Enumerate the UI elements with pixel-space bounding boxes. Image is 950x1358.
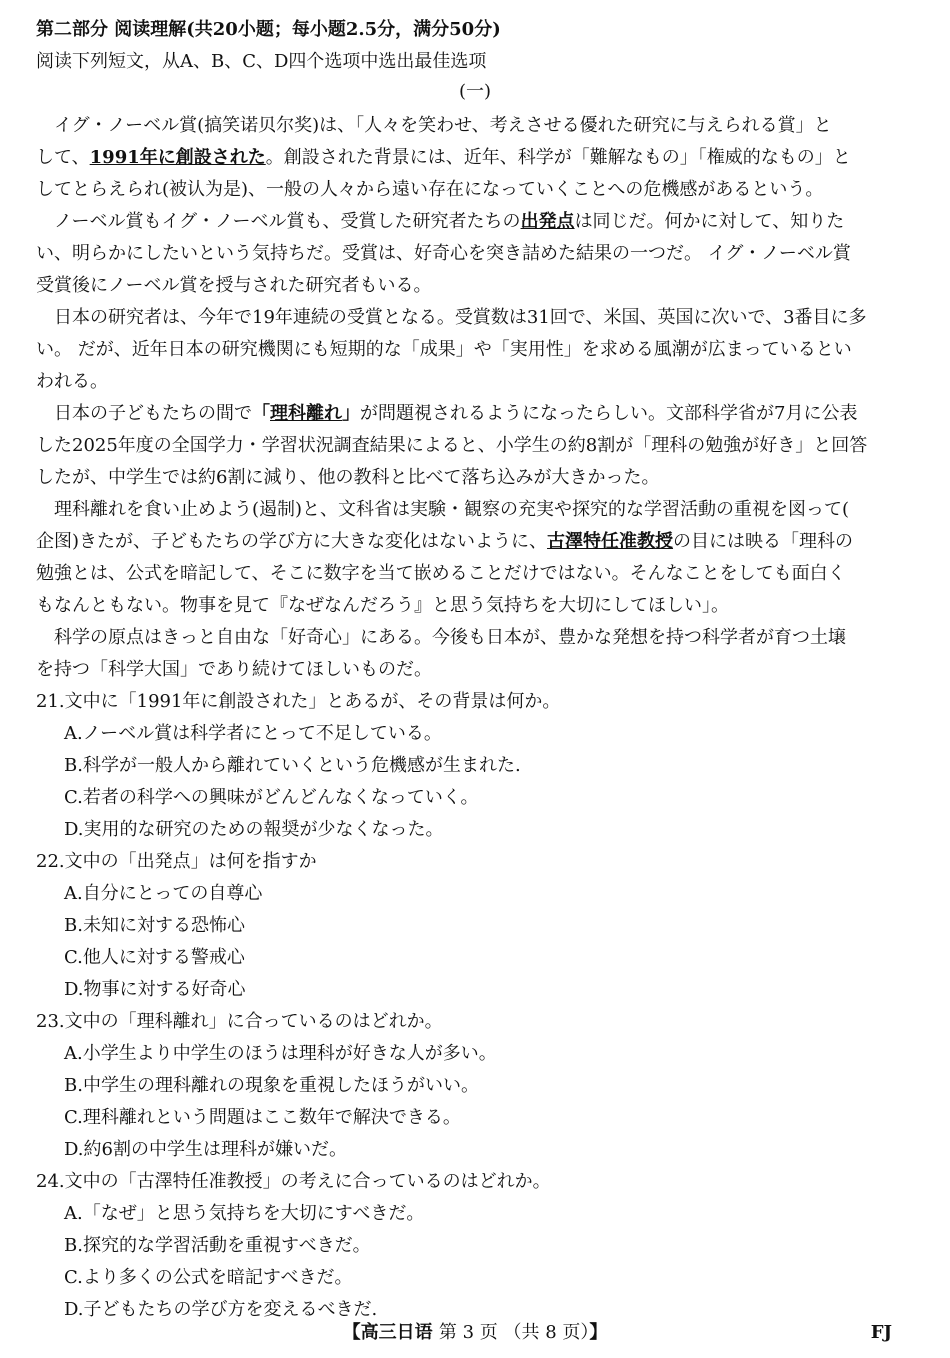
p4-line3: したが、中学生では約6割に減り、他の教科と比べて落ち込みが大きかった。 [36, 467, 660, 488]
p1-line3: してとらえられ(被认为是)、一般の人々から遠い存在になっていくことへの危機感があるという。 [36, 179, 824, 200]
question-23-option-d: D.約6割の中学生は理科が嫌いだ。 [64, 1139, 347, 1160]
p5-line2: 企图)きたが、子どもたちの学び方に大きな変化はないように、古澤特任准教授の目には映る「理科の [36, 531, 854, 552]
question-23-option-c: C.理科離れという問題はここ数年で解決できる。 [64, 1107, 461, 1128]
p3-line3: われる。 [36, 371, 108, 392]
p4-line2: した2025年度の全国学力・学習状況調査結果によると、小学生の約8割が「理科の勉強が好き」と回答 [36, 435, 868, 456]
question-22-option-b: B.未知に対する恐怖心 [64, 915, 245, 936]
p2-line1: ノーベル賞もイグ・ノーベル賞も、受賞した研究者たちの出発点は同じだ。何かに対して、知りた [54, 211, 845, 232]
question-21: 21.文中に「1991年に創設された」とあるが、その背景は何か。 [36, 691, 561, 712]
question-22-option-d: D.物事に対する好奇心 [64, 979, 246, 1000]
question-22-option-a: A.自分にとっての自尊心 [64, 883, 263, 904]
p6-line2: を持つ「科学大国」であり続けてほしいものだ。 [36, 659, 432, 680]
question-24-option-a: A.「なぜ」と思う気持ちを大切にすべきだ。 [64, 1203, 425, 1224]
p3-line2: い。 だが、近年日本の研究機関にも短期的な「成果」や「実用性」を求める風潮が広まっているとい [36, 339, 852, 360]
p5-line1: 理科離れを食い止めよう(遏制)と、文科省は実験・観察の充実や探究的な学習活動の重視を図って( [54, 499, 850, 520]
question-21-option-a: A.ノーベル賞は科学者にとって不足している。 [64, 723, 442, 744]
question-23-option-a: A.小学生より中学生のほうは理科が好きな人が多い。 [64, 1043, 497, 1064]
section-title: 第二部分 阅读理解(共20小题；每小题2.5分，满分50分) [36, 19, 501, 40]
footer-code: FJ [870, 1322, 892, 1343]
question-22: 22.文中の「出発点」は何を指すか [36, 851, 317, 872]
instruction: 阅读下列短文，从A、B、C、D四个选项中选出最佳选项 [36, 51, 487, 72]
footer-page-info: 【高三日语 第 3 页 （共 8 页）】 [342, 1322, 608, 1343]
page-footer [0, 1318, 950, 1348]
question-24-option-b: B.探究的な学習活動を重視すべきだ。 [64, 1235, 371, 1256]
p5-line3: 勉強とは、公式を暗記して、そこに数字を当て嵌めることだけではない。そんなことをしても面白く [36, 563, 846, 584]
p1-line1: イグ・ノーベル賞(搞笑诺贝尔奖)は、「人々を笑わせ、考えさせる優れた研究に与えられる賞」と [54, 115, 832, 136]
question-21-option-c: C.若者の科学への興味がどんどんなくなっていく。 [64, 787, 479, 808]
underline-rika-banare: 理科離れ [270, 403, 342, 424]
underline-starting-point: 出発点 [520, 211, 575, 232]
p2-line2: い、明らかにしたいという気持ちだ。受賞は、好奇心を突き詰めた結果の一つだ。 イグ・ノーベル賞 [36, 243, 851, 264]
p5-line4: もなんともない。物事を見て『なぜなんだろう』と思う気持ちを大切にしてほしい」。 [36, 595, 729, 616]
question-23: 23.文中の「理科離れ」に合っているのはどれか。 [36, 1011, 443, 1032]
question-23-option-b: B.中学生の理科離れの現象を重視したほうがいい。 [64, 1075, 479, 1096]
passage-number: (一) [458, 81, 492, 102]
question-24-option-c: C.より多くの公式を暗記すべきだ。 [64, 1267, 353, 1288]
question-24: 24.文中の「古澤特任准教授」の考えに合っているのはどれか。 [36, 1171, 551, 1192]
question-21-option-d: D.実用的な研究のための報奨が少なくなった。 [64, 819, 444, 840]
question-21-option-b: B.科学が一般人から離れていくという危機感が生まれた. [64, 755, 521, 776]
underline-1991: 1991年に創設された [89, 147, 266, 168]
question-24-option-d: D.子どもたちの学び方を変えるべきだ. [64, 1299, 378, 1320]
p2-line3: 受賞後にノーベル賞を授与された研究者もいる。 [36, 275, 432, 296]
p4-line1: 日本の子どもたちの間で「理科離れ」が問題視されるようになったらしい。文部科学省が7月に公表 [54, 403, 858, 424]
question-22-option-c: C.他人に対する警戒心 [64, 947, 245, 968]
p6-line1: 科学の原点はきっと自由な「好奇心」にある。今後も日本が、豊かな発想を持つ科学者が育つ土壌 [54, 627, 846, 648]
p1-line2: して、1991年に創設された。創設された背景には、近年、科学が「難解なもの」「権威的なもの」と [36, 147, 851, 168]
p3-line1: 日本の研究者は、今年で19年連続の受賞となる。受賞数は31回で、米国、英国に次いで、3番目に多 [54, 307, 867, 328]
underline-professor: 古澤特任准教授 [547, 531, 674, 552]
